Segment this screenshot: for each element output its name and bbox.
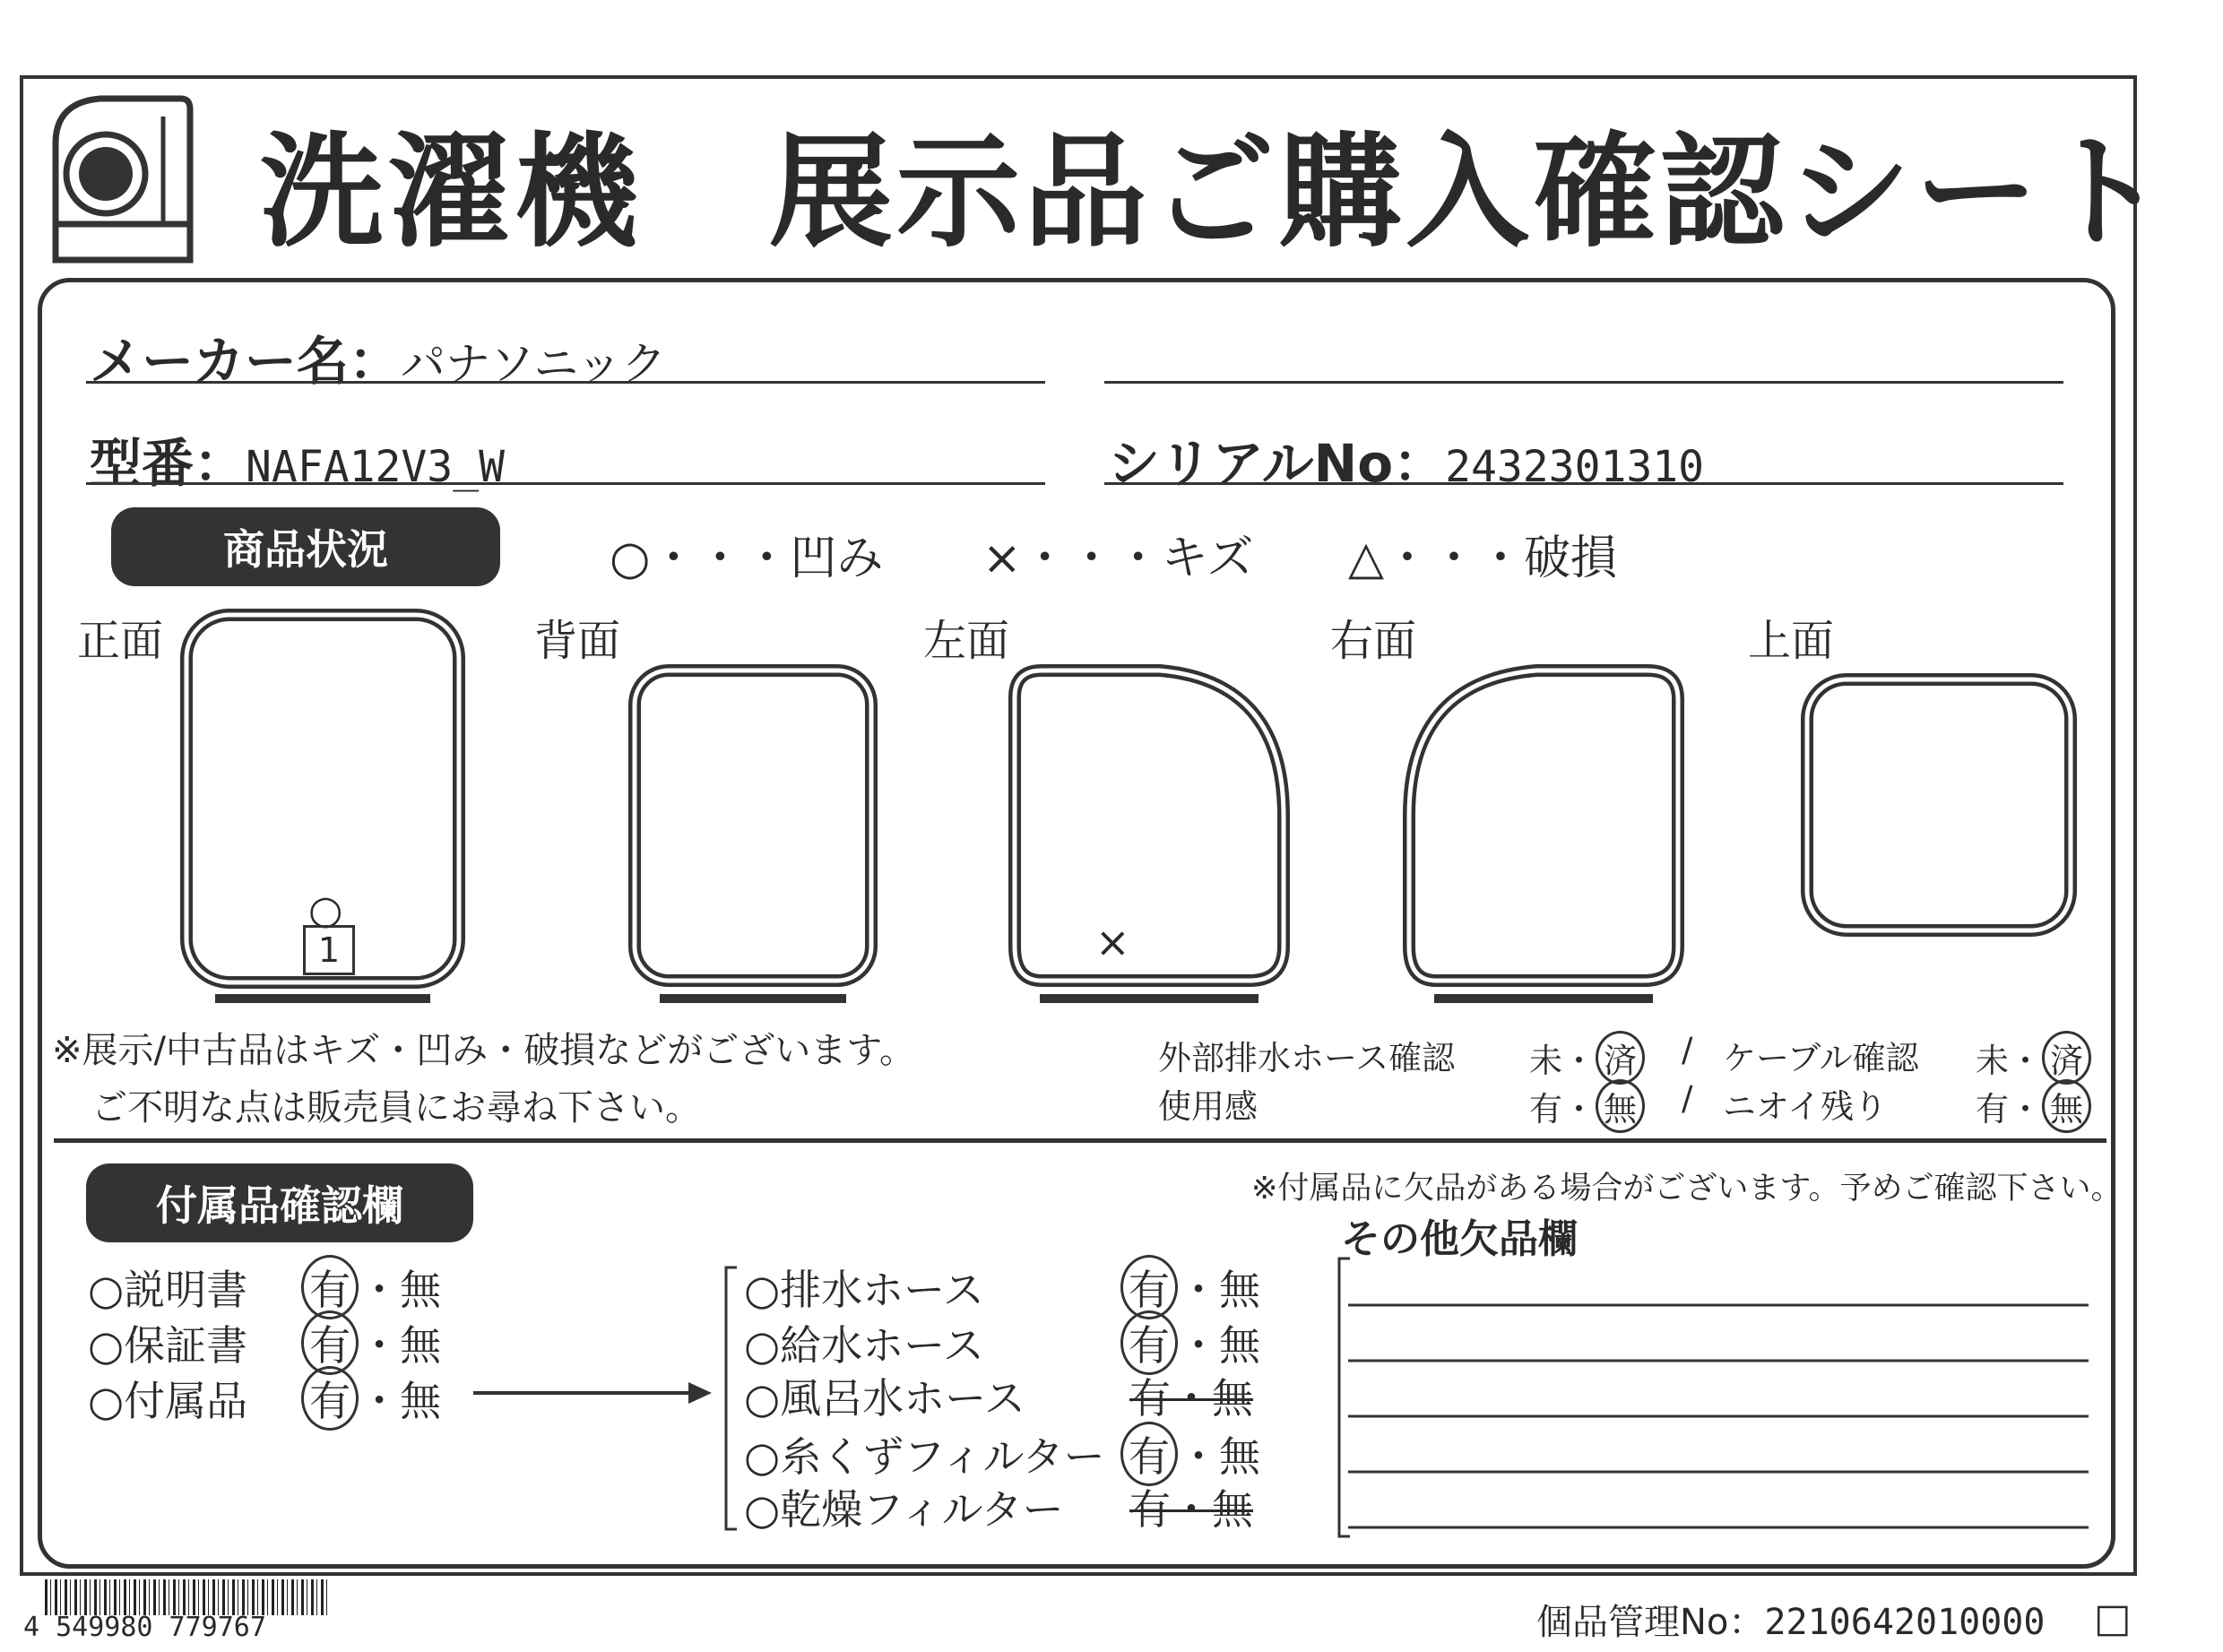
scratch-mark: × — [1095, 918, 1130, 966]
washer-icon — [47, 90, 199, 265]
back-view-diagram — [627, 663, 878, 1013]
management-label: 個品管理No： — [1536, 1602, 1765, 1643]
serial-label: シリアルNo： — [1108, 433, 1446, 494]
circled-answer: 有 — [301, 1366, 359, 1431]
bracket — [722, 1264, 740, 1533]
accessory-item: ○付属品 有 ・無 — [88, 1366, 441, 1431]
view-label-left: 左面 — [923, 616, 1010, 666]
model-underline — [86, 482, 1045, 485]
legend-scratch: ×・・・キズ — [982, 532, 1254, 585]
accessory-item: ○説明書 有 ・無 — [88, 1255, 441, 1319]
accessories-header: 付属品確認欄 — [86, 1163, 473, 1242]
model-value: NAFA12V3_W — [246, 442, 505, 492]
mark-number-box: 1 — [303, 925, 355, 975]
check-options-odor: 有・ 無 — [1976, 1079, 2091, 1133]
other-missing-lines — [1336, 1255, 2098, 1542]
circled-answer: 無 — [1596, 1079, 1645, 1133]
check-label-drain-hose: 外部排水ホース確認 — [1158, 1039, 1456, 1077]
accessory-item: ○排水ホース 有 ・無 — [744, 1255, 1260, 1319]
notice-line-2: ご不明な点は販売員にお尋ね下さい。 — [91, 1087, 701, 1129]
view-label-back: 背面 — [534, 616, 621, 666]
barcode-number: 4 549980 779767 — [23, 1612, 266, 1643]
serial-row — [1108, 421, 1704, 497]
condition-header: 商品状況 — [111, 507, 500, 586]
serial-underline — [1104, 482, 2063, 485]
circled-answer: 無 — [2042, 1079, 2091, 1133]
model-row — [90, 421, 505, 497]
dent-mark: ○ — [308, 887, 343, 933]
accessory-item: ○給水ホース 有 ・無 — [744, 1310, 1260, 1375]
circled-answer: 有 — [1120, 1255, 1178, 1319]
circled-answer: 済 — [1596, 1031, 1645, 1085]
left-view-diagram — [1008, 663, 1294, 1013]
accessory-item-struck: ○乾燥フィルター 有・無 — [744, 1485, 1253, 1534]
circled-answer: 有 — [1120, 1422, 1178, 1486]
other-missing-header: その他欠品欄 — [1341, 1216, 1578, 1262]
accessories-note: ※付属品に欠品がある場合がございます。予めご確認下さい。 — [1251, 1171, 2123, 1207]
view-label-top: 上面 — [1748, 616, 1835, 666]
circled-answer: 有 — [1120, 1310, 1178, 1375]
section-divider — [54, 1138, 2106, 1143]
check-options-cable: 未・ 済 — [1976, 1031, 2091, 1085]
check-label-odor: ニオイ残り — [1723, 1087, 1888, 1126]
maker-value: パナソニック — [400, 338, 667, 390]
right-view-diagram — [1402, 663, 1689, 1013]
accessory-item: ○糸くずフィルター 有 ・無 — [744, 1422, 1260, 1486]
blank-underline — [1104, 381, 2063, 384]
view-label-front: 正面 — [77, 616, 164, 666]
check-options-drain-hose: 未・ 済 — [1529, 1031, 1645, 1085]
separator: / — [1682, 1079, 1693, 1118]
maker-label: メーカー名： — [90, 331, 401, 392]
view-label-right: 右面 — [1330, 616, 1417, 666]
management-value: 2210642010000 — [1764, 1602, 2046, 1643]
accessory-item: ○保証書 有 ・無 — [88, 1310, 441, 1375]
legend-damage: △・・・破損 — [1348, 532, 1617, 585]
management-number — [1536, 1594, 2045, 1645]
separator: / — [1682, 1031, 1693, 1069]
page-title: 洗濯機 展示品ご購入確認シート — [260, 120, 2170, 264]
check-label-usage: 使用感 — [1158, 1087, 1258, 1126]
serial-value: 2432301310 — [1445, 442, 1705, 492]
model-label: 型番： — [90, 433, 247, 494]
arrow-icon — [473, 1375, 715, 1411]
check-label-cable: ケーブル確認 — [1723, 1039, 1919, 1077]
circled-answer: 有 — [301, 1255, 359, 1319]
circled-answer: 有 — [301, 1310, 359, 1375]
notice-line-1: ※展示/中古品はキズ・凹み・破損などがございます。 — [52, 1030, 915, 1071]
legend-dent: ○・・・凹み — [610, 532, 884, 585]
check-options-usage: 有・ 無 — [1529, 1079, 1645, 1133]
accessory-item-struck: ○風呂水ホース 有・無 — [744, 1374, 1253, 1423]
circled-answer: 済 — [2042, 1031, 2091, 1085]
top-view-diagram — [1800, 672, 2078, 941]
maker-underline — [86, 381, 1045, 384]
checkbox[interactable]: □ — [2094, 1596, 2132, 1641]
